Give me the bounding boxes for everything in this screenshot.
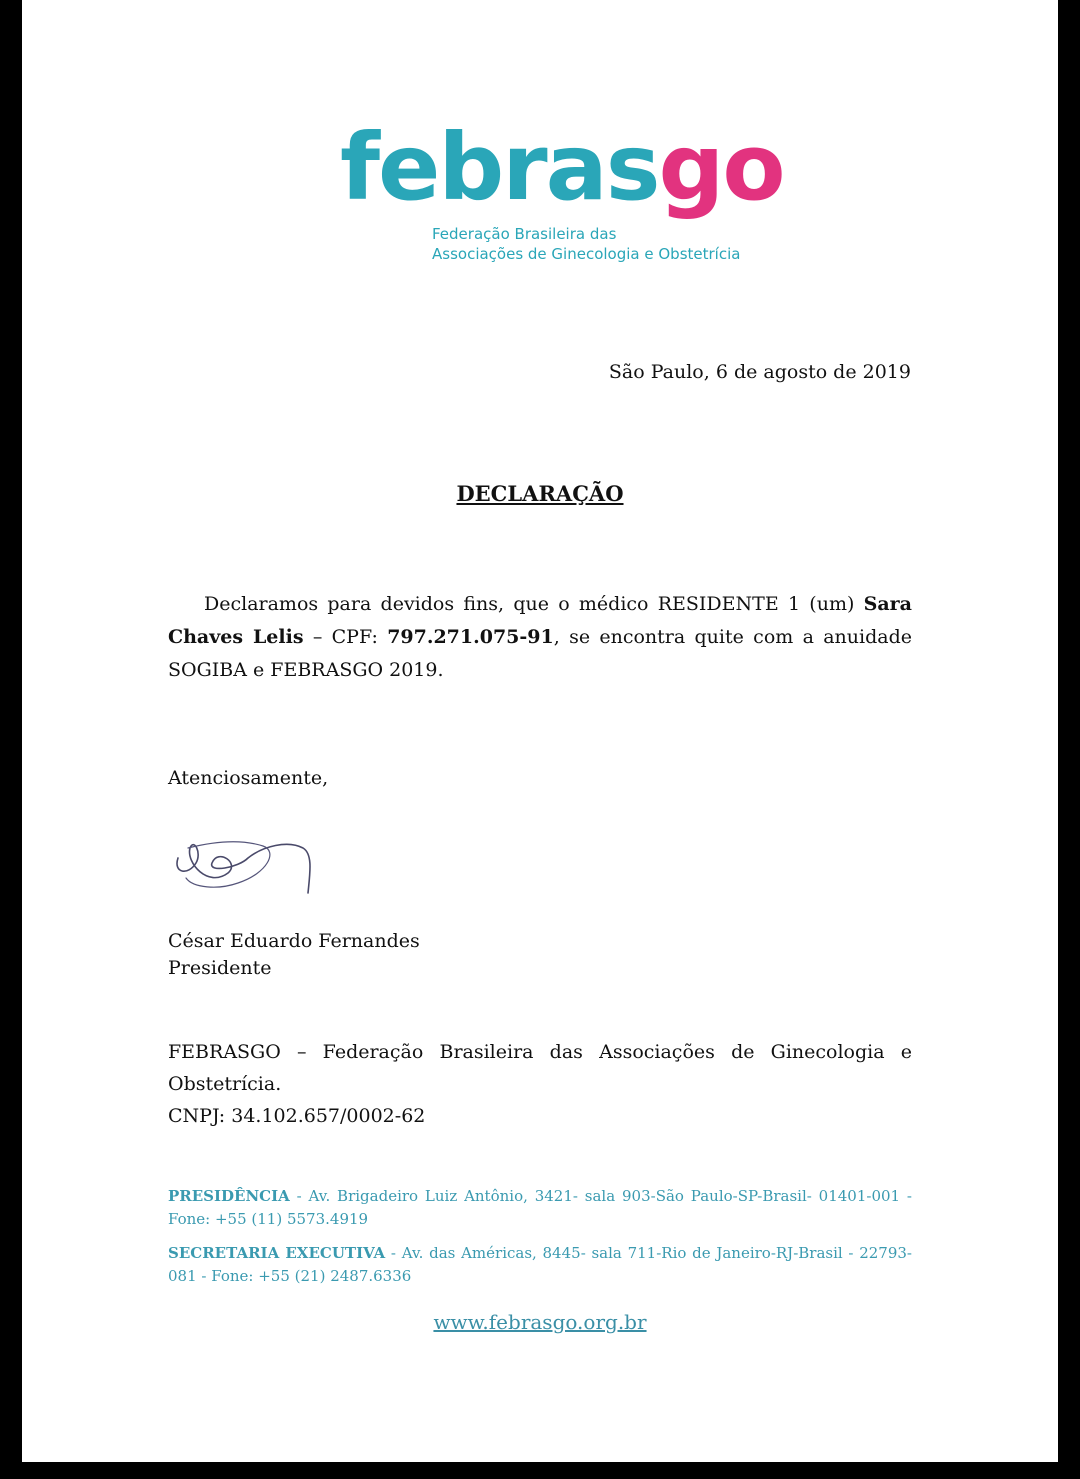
footer-presidencia — [168, 1185, 912, 1231]
declaration-body — [168, 588, 912, 687]
website-link[interactable]: www.febrasgo.org.br — [433, 1310, 647, 1334]
footer-secretaria — [168, 1242, 912, 1288]
document-title: DECLARAÇÃO — [456, 481, 624, 506]
signer-block — [168, 928, 420, 982]
logo-subtitle — [432, 224, 740, 264]
document-page — [22, 0, 1058, 1462]
logo-subtitle-line2: Associações de Ginecologia e Obstetrícia — [432, 245, 741, 263]
presidencia-label: PRESIDÊNCIA — [168, 1187, 290, 1205]
presidencia-address: - Av. Brigadeiro Luiz Antônio, 3421- sala 903-São Paulo-SP-Brasil- 01401-001 - Fone: +55 (11) 5573.4919 — [168, 1187, 912, 1228]
secretaria-address: - Av. das Américas, 8445- sala 711-Rio de Janeiro-RJ-Brasil - 22793-081 - Fone: +55 (21) 2487.6336 — [168, 1244, 912, 1285]
organization-name: FEBRASGO – Federação Brasileira das Associações de Ginecologia e Obstetrícia. — [168, 1041, 912, 1095]
body-rest: , se encontra quite com a anuidade SOGIBA e FEBRASGO 2019. — [168, 626, 912, 681]
signer-role: Presidente — [168, 957, 272, 979]
secretaria-label: SECRETARIA EXECUTIVA — [168, 1244, 386, 1262]
resident-name: Sara Chaves Lelis — [168, 593, 912, 648]
signature-image — [168, 818, 318, 908]
signer-name: César Eduardo Fernandes — [168, 930, 420, 952]
organization-block — [168, 1036, 912, 1132]
closing-text: Atenciosamente, — [168, 767, 329, 789]
cpf-number: 797.271.075-91 — [387, 626, 554, 648]
organization-cnpj: CNPJ: 34.102.657/0002-62 — [168, 1105, 426, 1127]
logo-wordmark — [340, 114, 784, 221]
logo-subtitle-line1: Federação Brasileira das — [432, 225, 617, 243]
febrasgo-logo — [340, 114, 784, 278]
body-intro: Declaramos para devidos fins, que o médico RESIDENTE 1 (um) — [204, 593, 855, 615]
cpf-label: – CPF: — [312, 626, 378, 648]
logo-word-main: febras — [340, 114, 659, 221]
logo-word-accent: go — [658, 114, 784, 221]
document-date: São Paulo, 6 de agosto de 2019 — [608, 361, 911, 383]
